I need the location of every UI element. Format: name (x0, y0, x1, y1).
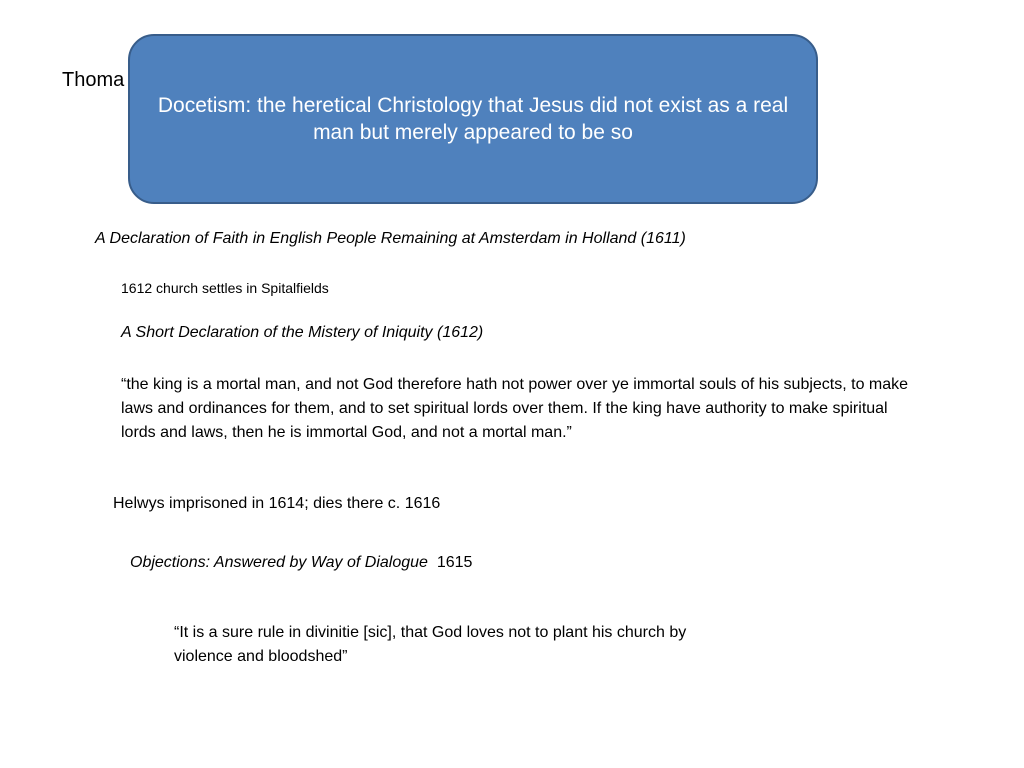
docetism-callout (128, 34, 818, 204)
objections-year: 1615 (436, 554, 473, 571)
objections-title: Objections: Answered by Way of Dialogue (130, 554, 428, 571)
callout-text: Docetism: the heretical Christology that Jesus did not exist as a real man but merely appeared to be so (157, 94, 789, 145)
spitalfields-note: 1612 church settles in Spitalfields (121, 280, 329, 296)
violence-quote: “It is a sure rule in divinitie [sic], that God loves not to plant his church by violence and bloodshed” (174, 624, 687, 665)
declaration-1612-title: A Short Declaration of the Mistery of Iniquity (1612) (121, 324, 484, 341)
declaration-1611-title: A Declaration of Faith in English People Remaining at Amsterdam in Holland (1611) (95, 230, 686, 247)
slide-title: Thoma (62, 69, 125, 91)
objections-line (130, 553, 472, 573)
helwys-imprisonment-note: Helwys imprisoned in 1614; dies there c. 1616 (113, 495, 441, 512)
king-quote: “the king is a mortal man, and not God therefore hath not power over ye immortal souls of his subjects, to make laws and ordinances for them, and to set spiritual lords over them. If the king have authority to make spiritual lords and laws, then he is immortal God, and not a mortal man.” (121, 376, 909, 441)
